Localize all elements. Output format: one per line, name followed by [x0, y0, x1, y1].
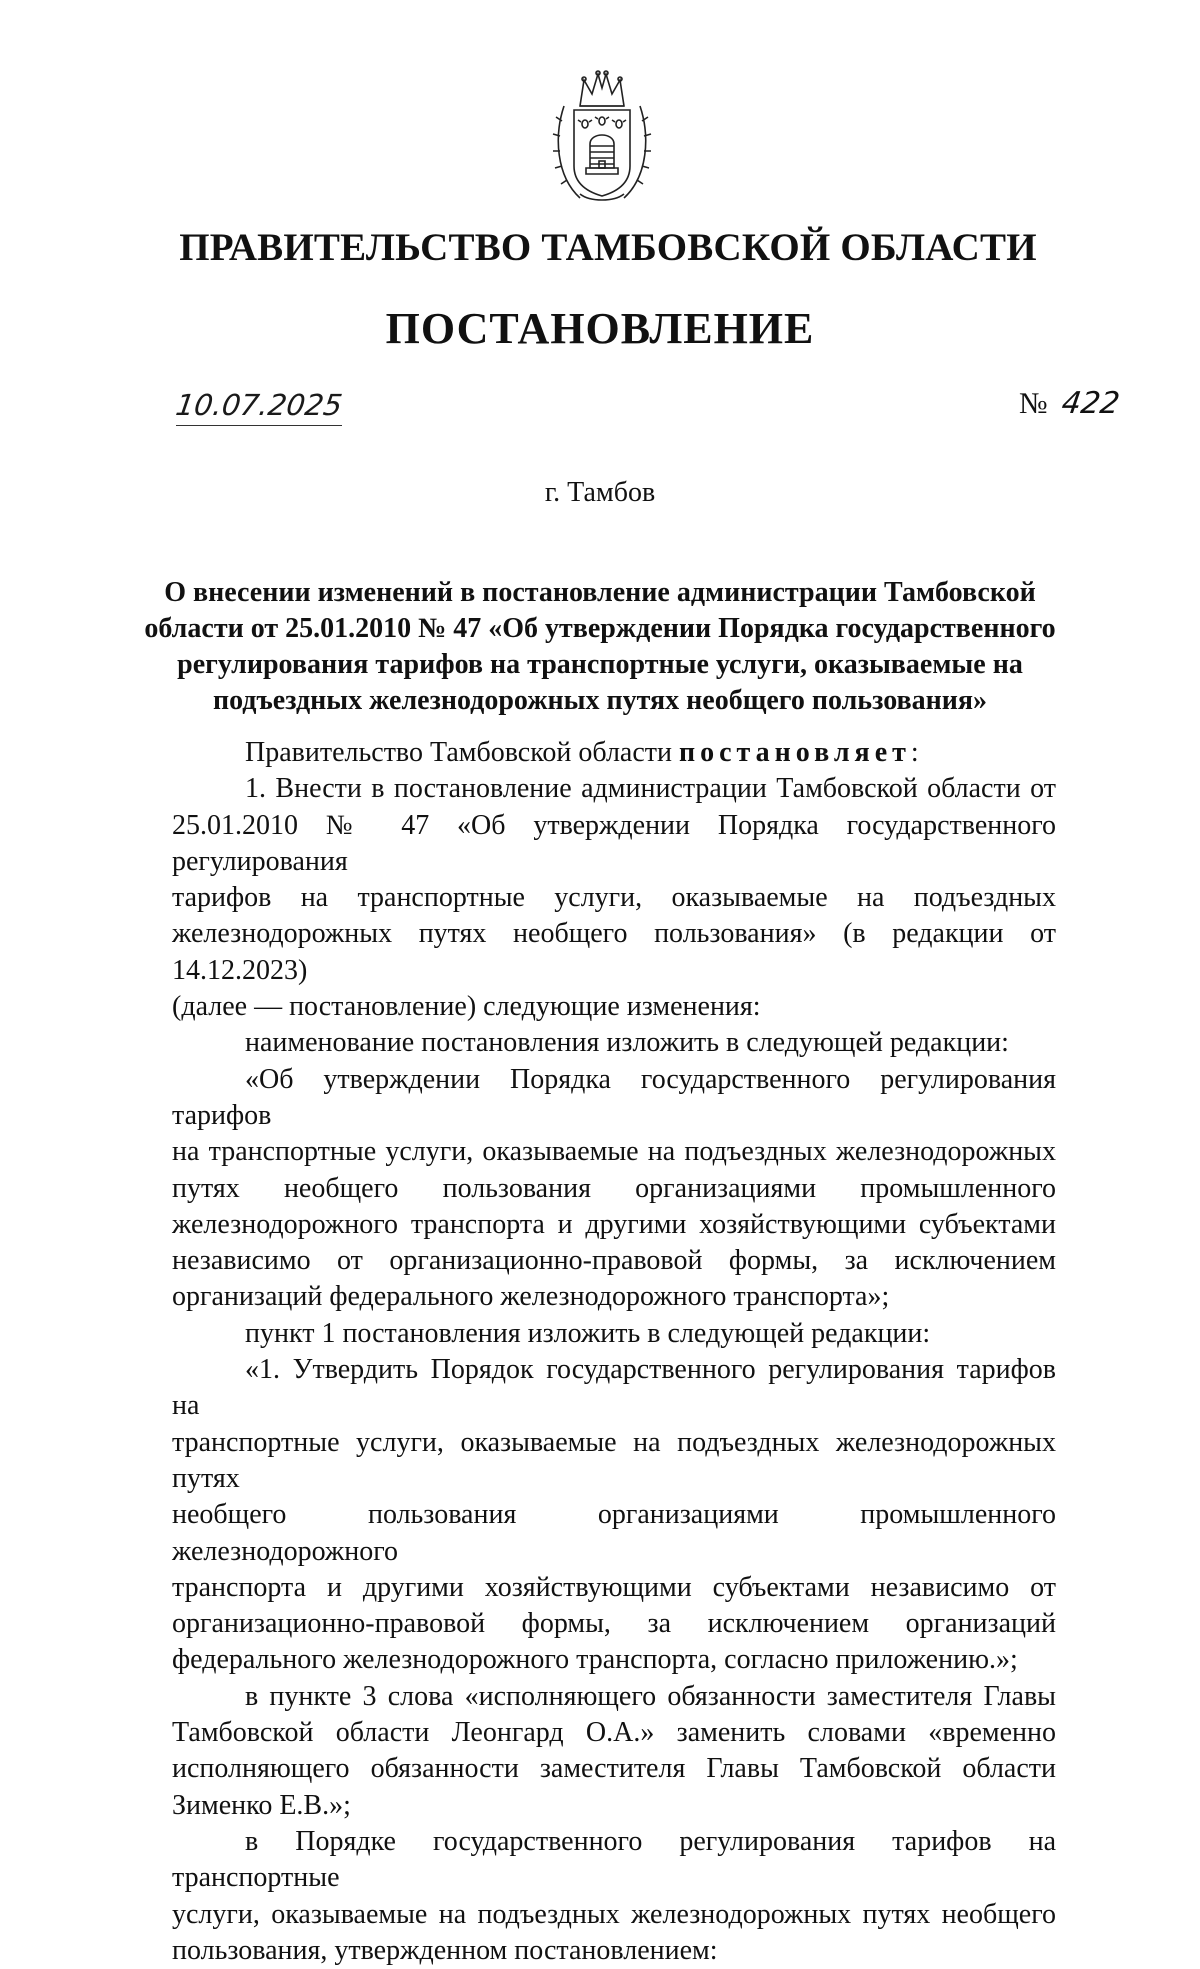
preamble-verb: постановляет	[679, 737, 911, 768]
paragraph-line: путях необщего пользования организациями промышленного	[172, 1172, 1056, 1204]
document-type-title: ПОСТАНОВЛЕНИЕ	[385, 304, 815, 353]
paragraph-line: необщего пользования организациями промышленного железнодорожного	[172, 1499, 1056, 1567]
item-1-paragraph	[172, 771, 1056, 1025]
paragraph-line: тарифов на транспортные услуги, оказываемые на подъездных	[172, 882, 1056, 914]
subject-line: регулирования тарифов на транспортные услуги, оказываемые на	[177, 649, 1023, 680]
paragraph-line: услуги, оказываемые на подъездных железнодорожных путях необщего	[172, 1898, 1056, 1930]
paragraph-line: организаций федерального железнодорожного транспорта»;	[172, 1281, 890, 1313]
paragraph-line: «1. Утвердить Порядок государственного регулирования тарифов на	[172, 1354, 1056, 1422]
point-3-paragraph	[172, 1679, 1056, 1824]
document-number	[1019, 386, 1122, 421]
paragraph-line: на транспортные услуги, оказываемые на подъездных железнодорожных	[172, 1136, 1056, 1168]
name-change-paragraph	[172, 1062, 1056, 1316]
organization-title: ПРАВИТЕЛЬСТВО ТАМБОВСКОЙ ОБЛАСТИ	[179, 226, 1037, 269]
paragraph-line: федерального железнодорожного транспорта, согласно приложению.»;	[172, 1644, 1018, 1676]
paragraph-line: транспортные услуги, оказываемые на подъездных железнодорожных путях	[172, 1426, 1056, 1494]
paragraph-line: (далее — постановление) следующие изменения:	[172, 991, 761, 1023]
subject-line: области от 25.01.2010 № 47 «Об утверждении Порядка государственного	[144, 613, 1056, 644]
paragraph-line: независимо от организационно-правовой формы, за исключением	[172, 1245, 1056, 1277]
preamble-prefix: Правительство Тамбовской области	[245, 737, 672, 768]
coat-of-arms-icon	[550, 66, 654, 206]
paragraph-line: в Порядке государственного регулирования тарифов на транспортные	[172, 1825, 1056, 1894]
paragraph-line: 25.01.2010 № 47 «Об утверждении Порядка государственного регулирования	[172, 809, 1056, 877]
preamble-colon: :	[910, 737, 919, 768]
subject-line: О внесении изменений в постановление администрации Тамбовской	[164, 577, 1036, 608]
paragraph-line: железнодорожных путях необщего пользования» (в редакции от 14.12.2023)	[172, 918, 1056, 986]
paragraph-line: организационно-правовой формы, за исключением организаций	[172, 1608, 1056, 1640]
paragraph-line: «Об утверждении Порядка государственного регулирования тарифов	[172, 1063, 1056, 1131]
paragraph-line: Зименко Е.В.»;	[172, 1789, 351, 1821]
order-paragraph	[172, 1824, 1056, 1969]
city-line: г. Тамбов	[544, 477, 656, 508]
paragraph-line: исполняющего обязанности заместителя Главы Тамбовской области	[172, 1753, 1056, 1785]
document-subject	[0, 575, 1200, 719]
paragraph-line: железнодорожного транспорта и другими хозяйствующими субъектами	[172, 1208, 1056, 1240]
paragraph-line: Тамбовской области Леонгард О.А.» заменить словами «временно	[172, 1717, 1056, 1749]
document-body	[172, 735, 1056, 1969]
number-value: 422	[1059, 386, 1122, 421]
paragraph-line: пользования, утвержденном постановлением:	[172, 1934, 718, 1966]
paragraph-line: в пункте 3 слова «исполняющего обязанности заместителя Главы	[245, 1680, 1056, 1712]
point-1-paragraph	[172, 1352, 1056, 1679]
subject-line: подъездных железнодорожных путях необщего пользования»	[212, 685, 988, 716]
point-1-intro: пункт 1 постановления изложить в следующей редакции:	[245, 1317, 931, 1349]
date-underline	[176, 425, 342, 426]
paragraph-line: 1. Внести в постановление администрации Тамбовской области от	[245, 773, 1056, 805]
number-sign: №	[1019, 387, 1048, 420]
preamble	[172, 735, 1056, 771]
document-date: 10.07.2025	[173, 388, 345, 422]
paragraph-line: транспорта и другими хозяйствующими субъектами независимо от	[172, 1571, 1056, 1603]
name-change-intro: наименование постановления изложить в следующей редакции:	[245, 1027, 1009, 1059]
